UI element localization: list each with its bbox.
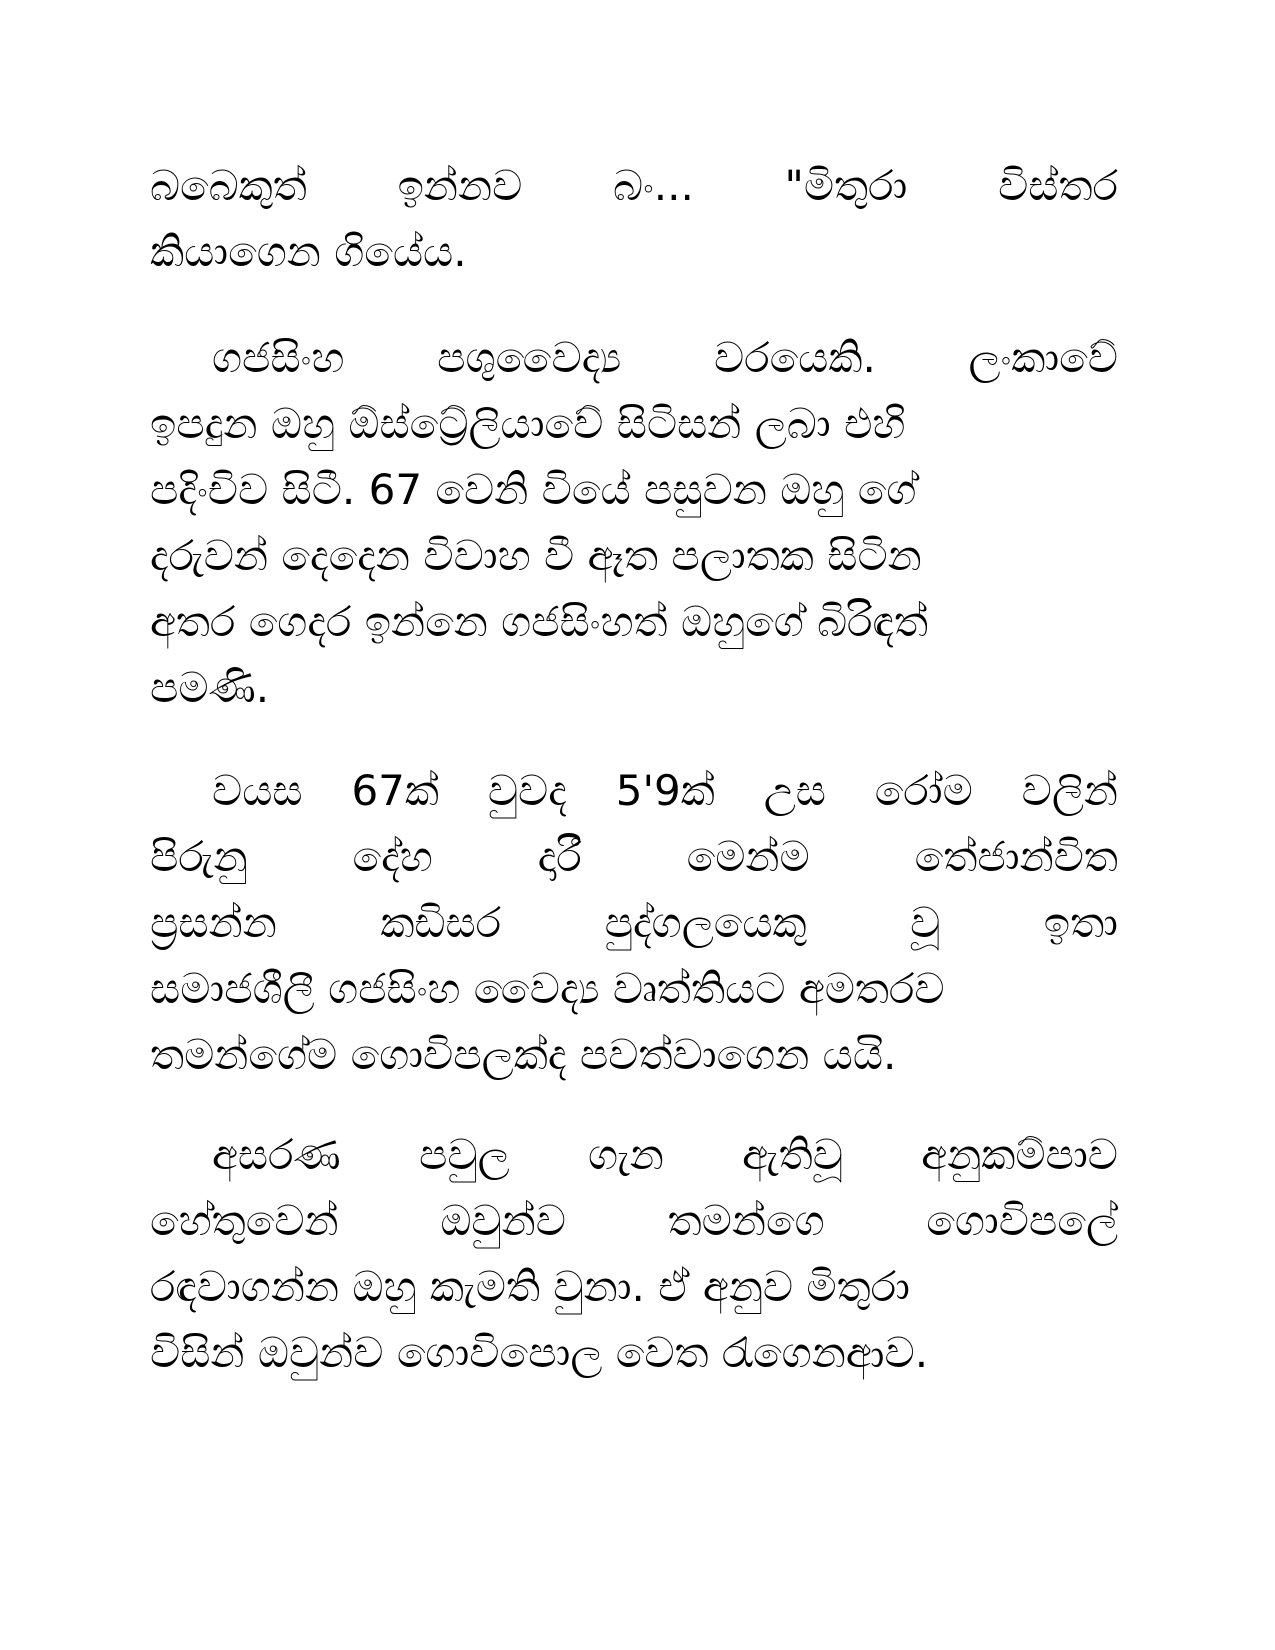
text-word: පුද්ගලයෙකු	[604, 898, 807, 947]
text-word: ඇතිවූ	[742, 1130, 843, 1179]
text-word: "මිතුරා	[784, 161, 908, 210]
text-word: අනුකම්පාව	[921, 1130, 1118, 1179]
text-line	[150, 1188, 1118, 1254]
text-word: ප්‍රසන්න	[150, 898, 277, 947]
text-word: උස	[763, 766, 826, 815]
paragraph-4	[150, 1122, 1118, 1386]
text-word: වුවද	[487, 766, 567, 815]
text-word: හේතුවෙන්	[150, 1196, 339, 1245]
text-word: 5'9ක්	[615, 766, 715, 815]
text-line: විසින් ඔවුන්ව ගොවිපොල වෙත රැගෙනආව.	[150, 1328, 929, 1377]
paragraph-2	[150, 325, 1118, 721]
text-word: තේජාන්විත	[914, 832, 1118, 881]
text-word: වූ	[910, 898, 941, 947]
text-word: පිරුනු	[150, 832, 248, 881]
text-word: බබෙකුත්	[150, 161, 307, 210]
text-line: අතර ගෙදර ඉන්නෙ ගජසිංහත් ඔහුගේ බිරිඳත්	[150, 597, 929, 646]
paragraph-3	[150, 758, 1118, 1088]
text-line: තමන්ගේම ගොවිපලක්ද පවත්වාගෙන යයි.	[150, 1030, 897, 1079]
text-word: මෙන්ම	[686, 832, 810, 881]
text-word: දාරී	[537, 832, 582, 881]
text-line	[150, 758, 1118, 824]
text-line: රඳවාගන්න ඔහු කැමති වුනා. ඒ අනුව මිතුරා	[150, 1262, 910, 1311]
paragraph-1	[150, 153, 1118, 285]
text-line	[150, 890, 1118, 956]
text-word: 67ක්	[351, 766, 440, 815]
text-word: පශුවෛද්‍ය	[437, 333, 622, 382]
text-word: විස්තර	[998, 161, 1118, 210]
text-word: වලින්	[1021, 766, 1118, 815]
text-word: ඔවුන්ව	[440, 1196, 566, 1245]
text-word: අසරණ	[212, 1130, 341, 1179]
text-word: කඩිසර	[380, 898, 502, 947]
text-word: ගජසිංහ	[212, 333, 345, 382]
text-line	[150, 824, 1118, 890]
text-word: ඉතා	[1043, 898, 1118, 947]
text-word: තමන්ගෙ	[667, 1196, 825, 1245]
text-word: වයස	[212, 766, 303, 815]
text-line: ඉපදුන ඔහු ඕස්ට්‍රේලියාවේ සිටිසන් ලබා එහි	[150, 399, 906, 448]
text-word: රෝම	[874, 766, 973, 815]
text-word: ගැන	[587, 1130, 664, 1179]
text-line: සමාජශීලී ගජසිංහ වෛද්‍ය වෘත්තියට අමතරව	[150, 964, 945, 1013]
text-word: ඉන්නව	[397, 161, 523, 210]
text-line: කියාගෙන ගියේය.	[150, 227, 467, 276]
text-word: ලංකාවේ	[968, 333, 1118, 382]
text-line: පමණි.	[150, 663, 270, 712]
text-word: බං...	[613, 161, 694, 210]
text-word: පවුල	[418, 1130, 510, 1179]
text-word: වරයෙකි.	[714, 333, 876, 382]
text-word: ගොවිපලේ	[926, 1196, 1118, 1245]
text-line: පදිංචිව සිටී. 67 වෙනි වියේ පසුවන ඔහු ගේ	[150, 465, 917, 514]
text-line	[150, 1122, 1118, 1188]
text-line	[150, 153, 1118, 219]
text-line: දරුවන් දෙදෙන විවාහ වී ඈත පලාතක සිටින	[150, 531, 922, 580]
text-word: දේහ	[352, 832, 433, 881]
text-line	[150, 325, 1118, 391]
